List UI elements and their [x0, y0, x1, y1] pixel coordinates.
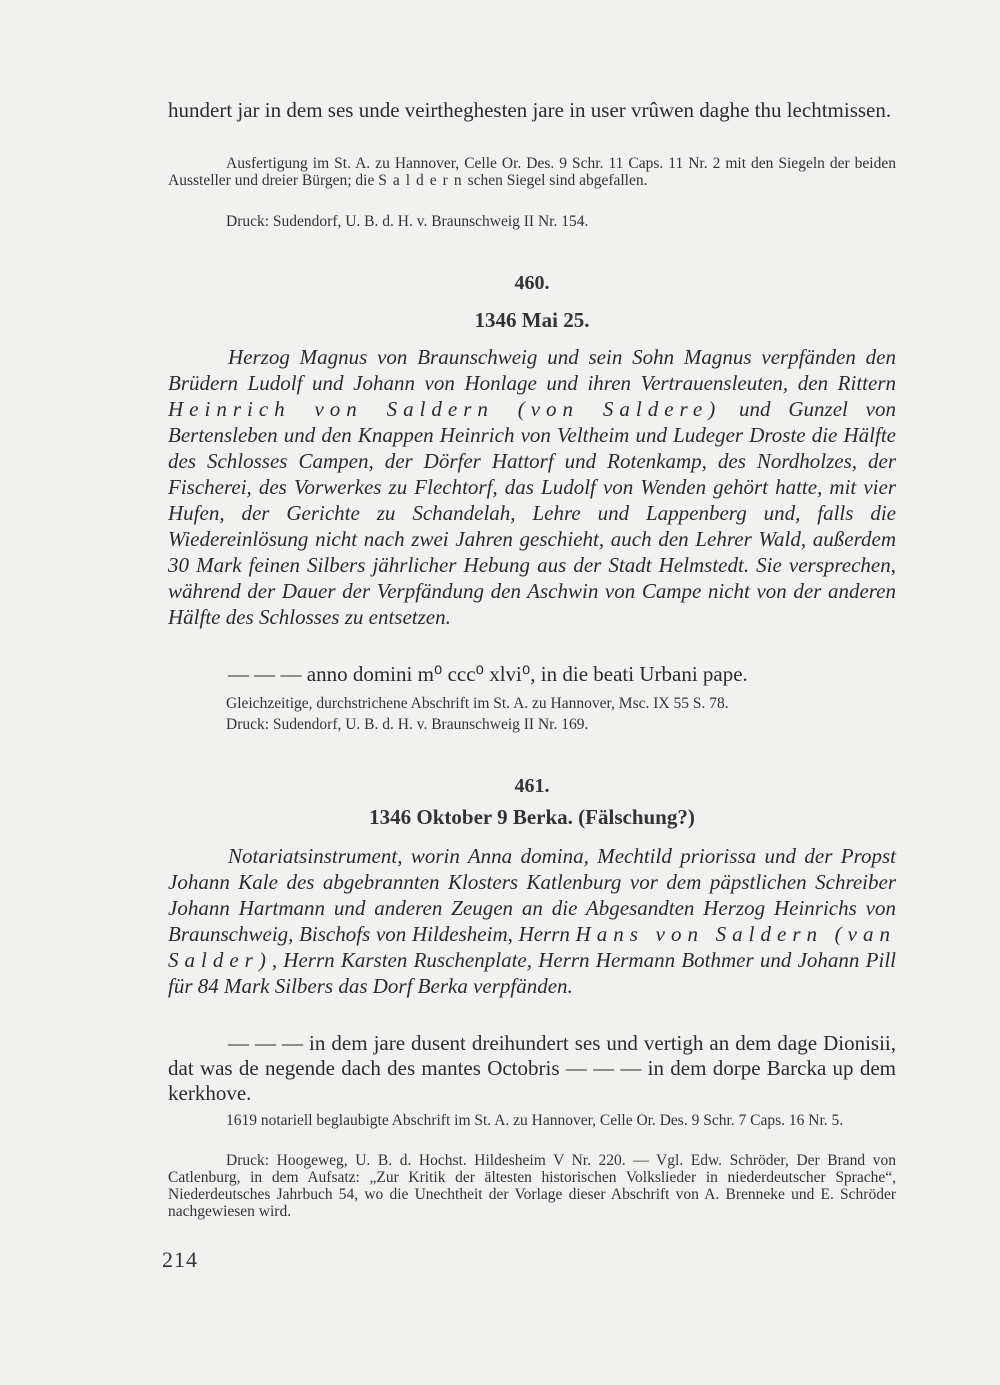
regest-460-spaced-name: Heinrich von Saldern (von Saldere) [168, 397, 722, 421]
print-note-459: Druck: Sudendorf, U. B. d. H. v. Braunschweig II Nr. 154. [226, 213, 589, 230]
regest-460-text: Herzog Magnus von Braunschweig und sein Sohn Magnus verpfänden den Brüdern Ludolf und Johann von Honlage und ihren Vertrauensleuten, den Rittern [168, 345, 896, 395]
document-date-461: 1346 Oktober 9 Berka. (Fälschung?) [369, 805, 695, 829]
regest-461 [168, 843, 896, 999]
source-note-459-text: Ausfertigung im St. A. zu Hannover, Celle Or. Des. 9 Schr. 11 Caps. 11 Nr. 2 mit den Siegeln der beiden Aussteller und dreier Bürgen; die [168, 155, 896, 189]
regest-461-text-end: , Herrn Karsten Ruschenplate, Herrn Hermann Bothmer und Johann Pill für 84 Mark Silbers das Dorf Berka verpfänden. [168, 948, 896, 998]
regest-461-text: Notariatsinstrument, worin Anna domina, Mechtild priorissa und der Propst Johann Kale des abgebrannten Klosters Katlenburg vor dem päpstlichen Schreiber Johann Hartmann und anderen Zeugen an die Abgesandten Herzog Heinrichs von Braunschweig, Bischofs von Hildesheim, Herrn [168, 844, 896, 946]
document-number-461: 461. [514, 775, 550, 797]
document-number-460: 460. [514, 272, 550, 294]
source-note-459-spaced: Saldern [378, 172, 468, 189]
charter-text-461: — — — in dem jare dusent dreihundert ses und vertigh an dem dage Dionisii, dat was de negende dach des mantes Octobris — — — in dem dorpe Barcka up dem kerkhove. [168, 1031, 896, 1105]
regest-461-spaced-name: Hans von Saldern (van Salder) [168, 922, 896, 972]
source-note-459 [168, 155, 896, 189]
regest-460-text-end: und Gunzel von Bertensleben und den Knappen Heinrich von Veltheim und Ludeger Droste die Hälfte des Schlosses Campen, der Dörfer Hattorf und Rotenkamp, des Nordholzes, der Fischerei, des Vorwerkes zu Flechtorf, das Ludolf von Wenden gehört hatte, mit vier Hufen, der Gerichte zu Schandelah, Lehre und Lappenberg und, falls die Wiedereinlösung nicht nach zwei Jahren geschieht, auch den Lehrer Wald, außerdem 30 Mark feinen Silbers jährlicher Hebung aus der Stadt Helmstedt. Sie versprechen, während der Dauer der Verpfändung den Aschwin von Campe nicht von der anderen Hälfte des Schlosses zu entsetzen. [168, 397, 896, 629]
page-number: 214 [162, 1247, 198, 1272]
regest-460 [168, 344, 896, 630]
document-date-460: 1346 Mai 25. [474, 308, 590, 332]
carryover-text: hundert jar in dem ses unde veirtheghesten jare in user vrûwen daghe thu lechtmissen. [168, 98, 892, 122]
source-note-461: 1619 notariell beglaubigte Abschrift im St. A. zu Hannover, Celle Or. Des. 9 Schr. 7 Caps. 16 Nr. 5. [226, 1112, 844, 1129]
print-note-461: Druck: Hoogeweg, U. B. d. Hochst. Hildesheim V Nr. 220. — Vgl. Edw. Schröder, Der Brand von Catlenburg, in dem Aufsatz: „Zur Kritik der ältesten historischen Volkslieder in niederdeutscher Sprache“, Niederdeutsches Jahrbuch 54, wo die Unechtheit der Vorlage dieser Abschrift von A. Brenneke und E. Schröder nachgewiesen wird. [168, 1152, 896, 1220]
charter-text-460: — — — anno domini m⁰ ccc⁰ xlvi⁰, in die beati Urbani pape. [228, 662, 748, 686]
print-note-460: Druck: Sudendorf, U. B. d. H. v. Braunschweig II Nr. 169. [226, 716, 589, 733]
source-note-460: Gleichzeitige, durchstrichene Abschrift im St. A. zu Hannover, Msc. IX 55 S. 78. [226, 695, 729, 712]
source-note-459-text-end: schen Siegel sind abgefallen. [467, 172, 648, 189]
